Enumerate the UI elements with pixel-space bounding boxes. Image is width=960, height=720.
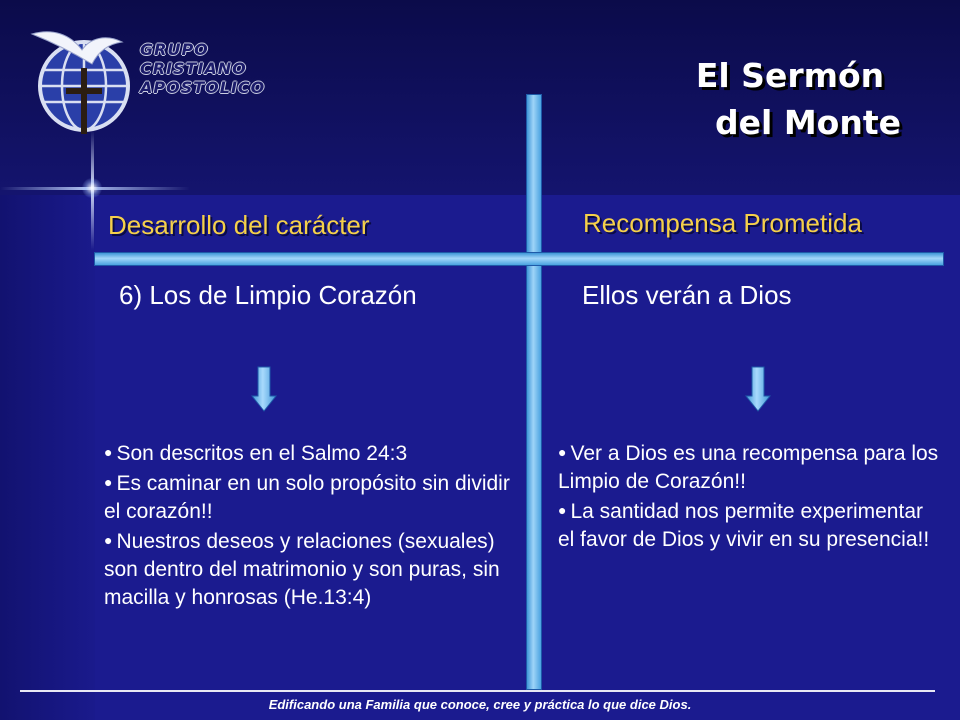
left-bullet-list xyxy=(104,438,519,612)
footer-tagline: Edificando una Familia que conoce, cree y práctica lo que dice Dios. xyxy=(268,697,692,712)
bullet-icon: ● xyxy=(104,444,113,460)
bullet-icon: ● xyxy=(558,444,567,460)
bullet-icon: ● xyxy=(558,502,567,518)
logo-line-cristiano: CRISTIANO xyxy=(140,59,247,78)
list-item-text: Nuestros deseos y relaciones (sexuales) son dentro del matrimonio y son puras, sin macilla y honrosas (He.13:4) xyxy=(104,530,500,609)
list-item-text: Ver a Dios es una recompensa para los Limpio de Corazón!! xyxy=(558,442,939,493)
list-item-text: La santidad nos permite experimentar el favor de Dios y vivir en su presencia!! xyxy=(558,500,930,551)
right-bullet-list xyxy=(558,438,940,554)
left-column-heading: Desarrollo del carácter xyxy=(108,210,370,240)
list-item xyxy=(104,438,519,468)
right-column-item: Ellos verán a Dios xyxy=(582,280,792,310)
left-column-item: 6) Los de Limpio Corazón xyxy=(119,280,417,310)
slide-title-line-2: del Monte xyxy=(715,103,901,142)
footer-divider xyxy=(20,690,935,692)
down-arrow-icon xyxy=(251,366,277,412)
down-arrow-icon xyxy=(745,366,771,412)
list-item-text: Son descritos en el Salmo 24:3 xyxy=(116,442,408,465)
list-item xyxy=(104,468,519,526)
light-flare-center xyxy=(82,178,102,198)
header-background xyxy=(0,0,960,195)
slide-title-line-1: El Sermón xyxy=(695,56,885,95)
logo-line-grupo: GRUPO xyxy=(140,40,209,59)
bullet-icon: ● xyxy=(104,474,113,490)
globe-dove-cross-logo xyxy=(22,20,142,140)
list-item xyxy=(558,438,940,496)
list-item-text: Es caminar en un solo propósito sin dividir el corazón!! xyxy=(104,472,510,523)
logo-text xyxy=(140,40,265,97)
vertical-divider xyxy=(526,94,542,690)
list-item xyxy=(558,496,940,554)
horizontal-divider xyxy=(94,252,944,266)
right-column-heading: Recompensa Prometida xyxy=(583,208,862,238)
bullet-icon: ● xyxy=(104,532,113,548)
list-item xyxy=(104,526,519,612)
logo-line-apostolico: APOSTOLICO xyxy=(140,78,266,97)
left-margin-background xyxy=(0,195,95,720)
